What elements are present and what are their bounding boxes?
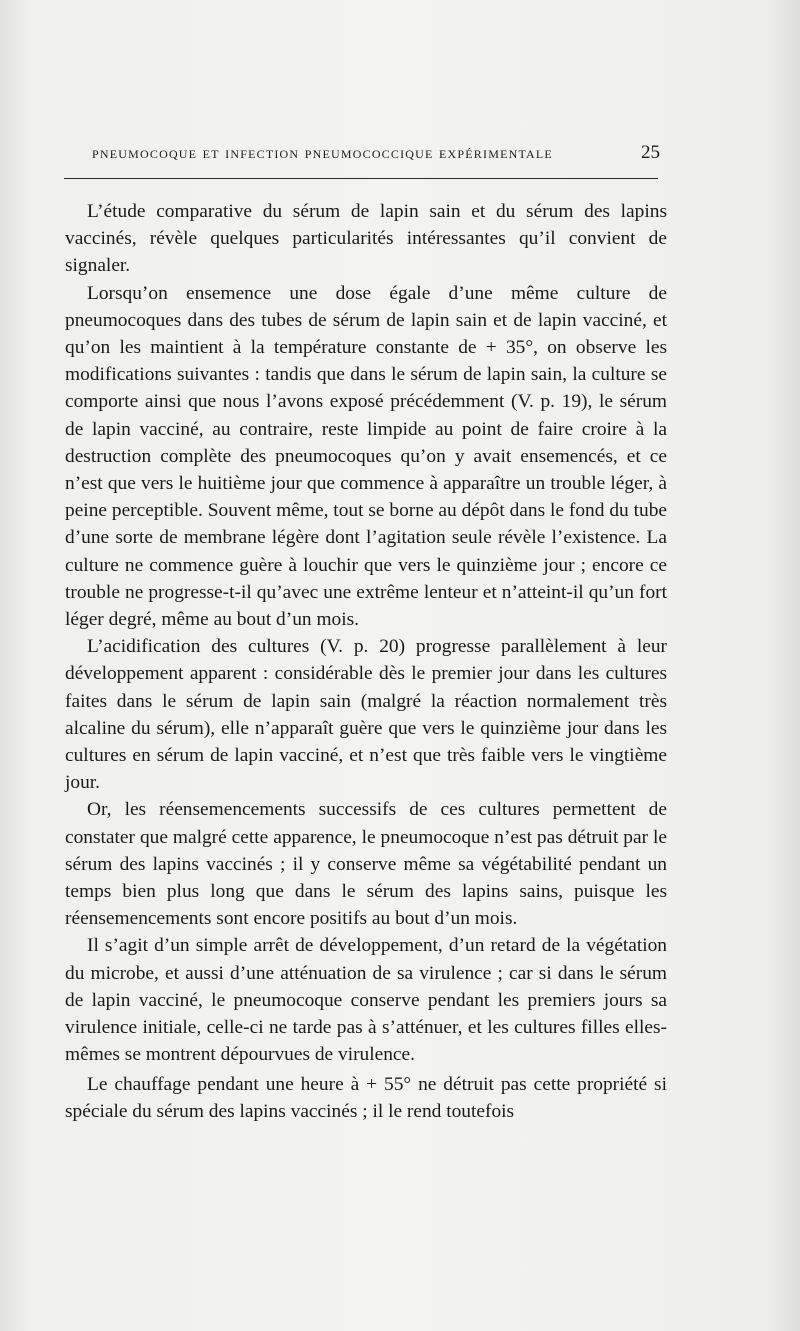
running-header: [92, 142, 660, 164]
paragraph: L’étude comparative du sérum de lapin sain et du sérum des lapins vaccinés, révèle quelques particularités intéressantes qu’il convient de signaler.: [65, 201, 667, 277]
paragraph: Il s’agit d’un simple arrêt de développement, d’un retard de la végétation du microbe, et aussi d’une atténuation de sa virulence ; car si dans le sérum de lapin vacciné, le pneumocoque conserve pendant les premiers jours sa virulence initiale, celle-ci ne tarde pas à s’atténuer, et les cultures filles elles-mêmes se montrent dépourvues de virulence.: [65, 935, 667, 1066]
running-title: pneumocoque et infection pneumococcique expérimentale: [92, 143, 553, 162]
paragraph: L’acidification des cultures (V. p. 20) progresse parallèlement à leur développement apparent : considérable dès le premier jour dans les cultures faites dans le sérum de lapin sain (malgré la réaction normalement très alcaline du sérum), elle n’apparaît guère que vers le quinzième jour dans les cultures en sérum de lapin vacciné, et n’est que très faible vers le vingtième jour.: [65, 636, 667, 794]
paragraph: Lorsqu’on ensemence une dose égale d’une même culture de pneumocoques dans des tubes de sérum de lapin sain et de lapin vacciné, et qu’on les maintient à la température constante de + 35°, on observe les modifications suivantes : tandis que dans le sérum de lapin sain, la culture se comporte ainsi que nous l’avons exposé précédemment (V. p. 19), le sérum de lapin vacciné, au contraire, reste limpide au point de faire croire à la destruction complète des pneumocoques qu’on y avait ensemencés, et ce n’est que vers le huitième jour que commence à apparaître un trouble léger, à peine perceptible. Souvent même, tout se borne au dépôt dans le fond du tube d’une sorte de membrane légère dont l’agitation seule révèle l’existence. La culture ne commence guère à louchir que vers le quinzième jour ; encore ce trouble ne progresse-t-il qu’avec une extrême lenteur et n’atteint-il qu’un fort léger degré, même au bout d’un mois.: [65, 282, 667, 631]
header-rule: [64, 178, 658, 179]
paragraph: Or, les réensemencements successifs de ces cultures permettent de constater que malgré cette apparence, le pneumocoque n’est pas détruit par le sérum des lapins vaccinés ; il y conserve même sa végétabilité pendant un temps bien plus long que dans le sérum des lapins sains, puisque les réensemencements sont encore positifs au bout d’un mois.: [65, 799, 667, 930]
page-number: 25: [641, 142, 660, 163]
body-text: [65, 198, 667, 1125]
paragraph: Le chauffage pendant une heure à + 55° ne détruit pas cette propriété si spéciale du sérum des lapins vaccinés ; il le rend toutefois: [65, 1073, 667, 1122]
